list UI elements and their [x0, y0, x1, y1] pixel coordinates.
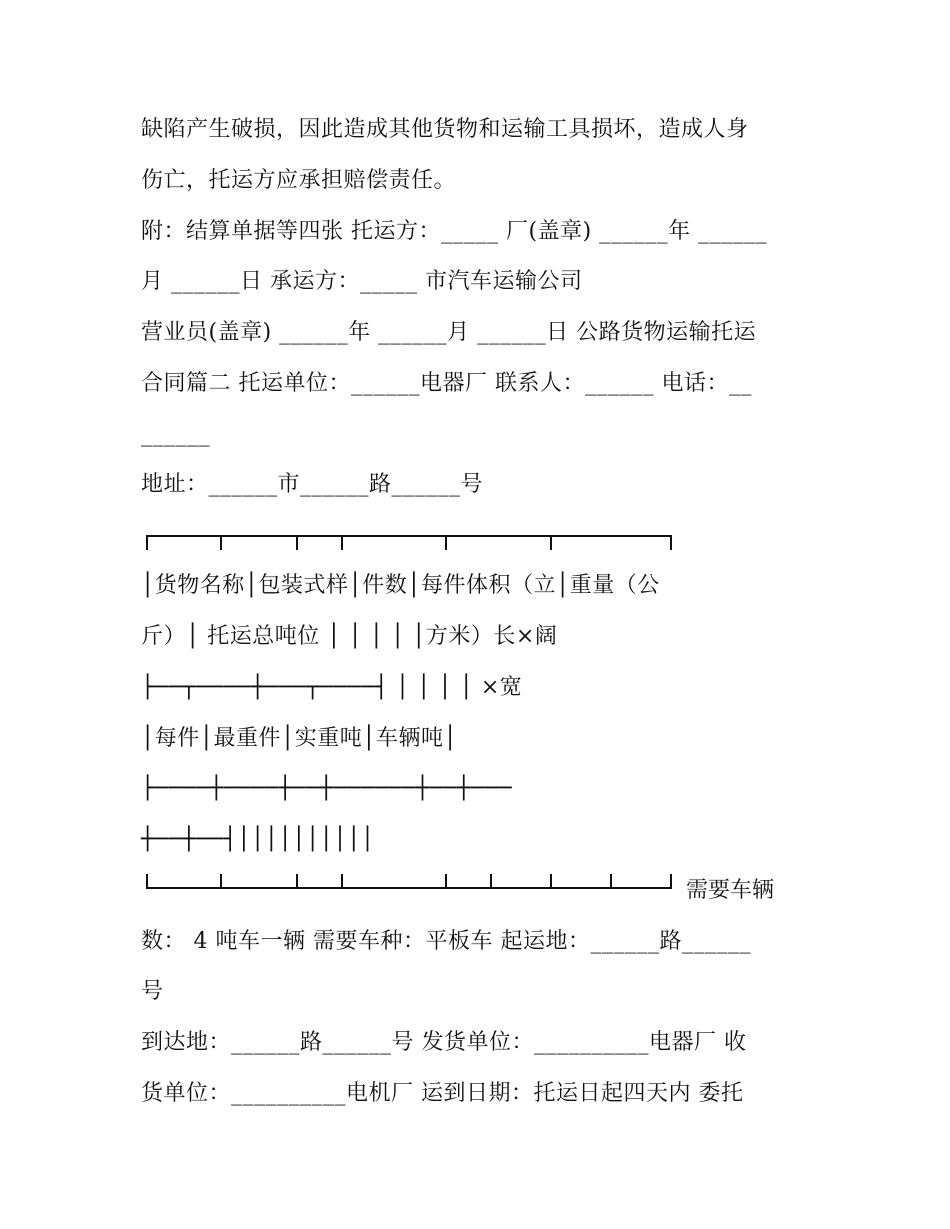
text-line-5: 营业员(盖章) ______年 ______月 ______日 公路货物运输托运	[141, 320, 757, 345]
text-line-18: 货单位：__________电机厂 运到日期：托运日起四天内 委托	[141, 1081, 744, 1106]
text-line-1: 缺陷产生破损，因此造成其他货物和运输工具损坏，造成人身	[141, 117, 749, 142]
text-line-16: 号	[141, 979, 164, 1004]
table-top-border	[141, 528, 681, 552]
text-line-15: 数： 4 吨车一辆 需要车种：平板车 起运地：______路______	[141, 929, 751, 954]
text-line-6: 合同篇二 托运单位：______电器厂 联系人：______ 电话：__	[141, 371, 752, 396]
table-header-row-2: 斤）│ 托运总吨位 │ │ │ │ │方米）长×阔	[141, 624, 558, 649]
table-separator-row-2: ├────┼────┼──┼──────┼──┼───	[141, 776, 513, 801]
table-body-row: ┼──┼──┤││││││││││	[141, 827, 375, 852]
table-header-row-3: │每件│最重件│实重吨│车辆吨│	[141, 726, 458, 751]
text-line-3: 附：结算单据等四张 托运方：_____ 厂(盖章) ______年 ______	[141, 219, 768, 244]
table-separator-row-1: ├──┬────┼───┬────┤ │ │ │ │ ×宽	[141, 675, 523, 700]
table-bottom-border	[141, 870, 681, 894]
text-line-17: 到达地：______路______号 发货单位：__________电器厂 收	[141, 1030, 747, 1055]
text-line-4: 月 ______日 承运方：_____ 市汽车运输公司	[141, 269, 583, 294]
text-line-7: ______	[141, 422, 210, 447]
table-header-row-1: │货物名称│包装式样│件数│每件体积（立│重量（公	[141, 573, 660, 598]
text-line-8: 地址：______市______路______号	[141, 472, 484, 497]
table-bottom-caption: 需要车辆	[686, 878, 775, 903]
text-line-2: 伤亡，托运方应承担赔偿责任。	[141, 168, 457, 193]
